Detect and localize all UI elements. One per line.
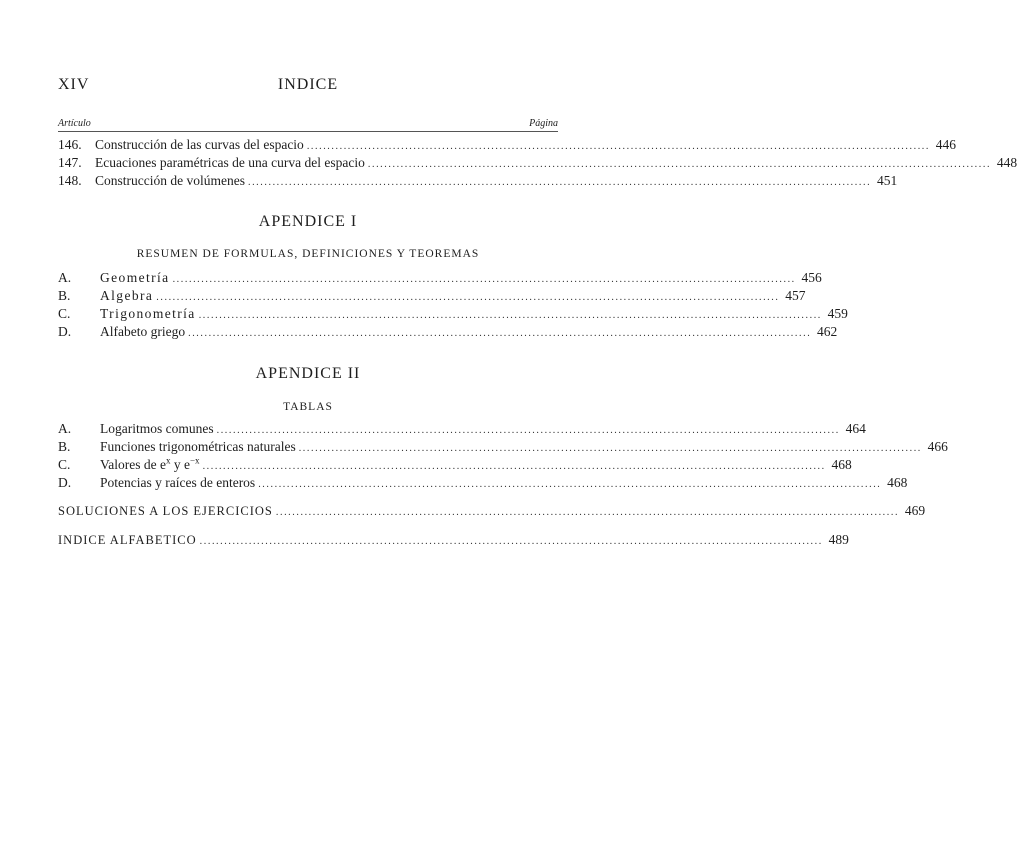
entry-letter: A.: [58, 421, 72, 436]
running-title: INDICE: [277, 76, 339, 93]
entry-page: 489: [828, 532, 849, 547]
toc-entry-147[interactable]: [58, 155, 1017, 173]
toc-entry-appendix1-b[interactable]: [58, 288, 806, 306]
entry-title: Construcción de las curvas del espacio: [95, 137, 304, 152]
dot-leader: ........................................................................................................................................................: [216, 425, 840, 436]
dot-leader: ........................................................................................................................................................: [188, 328, 812, 339]
entry-title: Trigonometría: [100, 306, 196, 321]
dot-leader: ........................................................................................................................................................: [199, 536, 823, 547]
entry-page: 468: [831, 457, 852, 472]
entry-title: Algebra: [100, 288, 154, 303]
dot-leader: ........................................................................................................................................................: [247, 177, 872, 188]
toc-entry-148[interactable]: [58, 173, 898, 191]
entry-page: 462: [817, 324, 838, 339]
toc-entry-solutions[interactable]: [58, 503, 926, 521]
appendix-1-subtitle: RESUMEN DE FORMULAS, DEFINICIONES Y TEOREMAS: [136, 248, 480, 260]
entry-page: 448: [996, 155, 1017, 170]
entry-letter: B.: [58, 439, 71, 454]
toc-entry-appendix1-c[interactable]: [58, 306, 848, 324]
entry-letter: D.: [58, 475, 72, 490]
entry-page: 459: [827, 306, 848, 321]
appendix-2-title: APENDICE II: [255, 365, 361, 382]
entry-title: Funciones trigonométricas naturales: [100, 439, 296, 454]
entry-title: INDICE ALFABETICO: [58, 533, 197, 547]
entry-page: 446: [935, 137, 957, 152]
dot-leader: ........................................................................................................................................................: [367, 159, 992, 170]
entry-letter: C.: [58, 306, 71, 321]
entry-letter: C.: [58, 457, 71, 472]
entry-title: Potencias y raíces de enteros: [100, 475, 256, 490]
entry-title: Construcción de volúmenes: [95, 173, 245, 188]
entry-number: 146.: [58, 137, 82, 152]
entry-page: 469: [904, 503, 926, 518]
page-column-heading: Página: [529, 118, 558, 129]
title-prefix: Valores de e: [100, 457, 166, 472]
dot-leader: ........................................................................................................................................................: [306, 141, 931, 152]
appendix-2-subtitle: TABLAS: [283, 401, 333, 413]
entry-title: SOLUCIONES A LOS EJERCICIOS: [58, 504, 273, 518]
title-mid: y e: [170, 457, 190, 472]
entry-title: Ecuaciones paramétricas de una curva del espacio: [95, 155, 365, 170]
toc-entry-appendix2-c[interactable]: [58, 455, 852, 475]
dot-leader: ........................................................................................................................................................: [156, 292, 780, 303]
dot-leader: ........................................................................................................................................................: [258, 479, 882, 490]
entry-page: 464: [845, 421, 866, 436]
page-header: [58, 76, 558, 98]
entry-title: Geometría: [100, 270, 170, 285]
entry-letter: B.: [58, 288, 71, 303]
dot-leader: ........................................................................................................................................................: [202, 461, 826, 472]
entry-page: 457: [785, 288, 806, 303]
entry-page: 451: [876, 173, 898, 188]
dot-leader: ........................................................................................................................................................: [198, 310, 822, 321]
entry-page: 466: [927, 439, 948, 454]
entry-title: Alfabeto griego: [100, 324, 186, 339]
toc-entry-appendix1-d[interactable]: [58, 324, 838, 342]
toc-entry-appendix2-a[interactable]: [58, 421, 866, 439]
appendix-1-title: APENDICE I: [258, 213, 358, 230]
toc-entry-appendix1-a[interactable]: [58, 270, 822, 288]
column-headings: [58, 118, 558, 132]
dot-leader: ........................................................................................................................................................: [172, 274, 796, 285]
exponent-x: x: [165, 455, 171, 466]
entry-page: 456: [801, 270, 822, 285]
dot-leader: ........................................................................................................................................................: [275, 507, 900, 518]
entry-title: Logaritmos comunes: [100, 421, 214, 436]
toc-entry-appendix2-d[interactable]: [58, 475, 908, 493]
heading-divider: [58, 131, 558, 132]
page-number: XIV: [58, 76, 90, 93]
entry-page: 468: [887, 475, 908, 490]
entry-number: 147.: [58, 155, 82, 170]
entry-letter: A.: [58, 270, 72, 285]
entry-number: 148.: [58, 173, 82, 188]
toc-entry-appendix2-b[interactable]: [58, 439, 948, 457]
article-column-heading: Artículo: [58, 118, 91, 129]
toc-entry-146[interactable]: [58, 137, 957, 155]
entry-title: [100, 457, 200, 473]
toc-entry-alphabetical-index[interactable]: [58, 532, 849, 550]
exponent-neg-x: −x: [189, 455, 200, 466]
dot-leader: ........................................................................................................................................................: [298, 443, 922, 454]
entry-letter: D.: [58, 324, 72, 339]
